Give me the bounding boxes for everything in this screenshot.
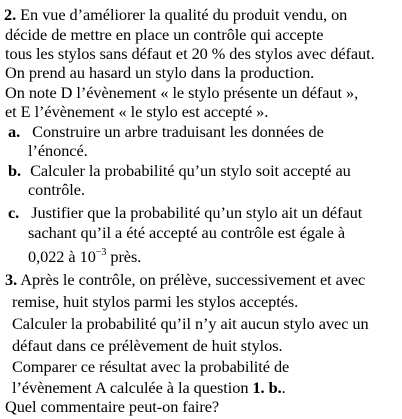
intro-line-5: On note D l’évènement « le stylo présente un défaut », — [5, 83, 359, 102]
question-b — [8, 161, 351, 180]
question-3-line-6-text: l’évènement A calculée à la question — [12, 378, 253, 397]
question-c-letter: c. — [8, 203, 20, 222]
question-c-value-prefix: 0,022 à 10 — [28, 247, 96, 266]
exercise-number: 2. — [4, 5, 17, 24]
question-3 — [5, 270, 365, 289]
question-c — [8, 203, 362, 222]
intro-line-2: décide de mettre en place un contrôle qui accepte — [5, 25, 324, 44]
question-b-line-2: contrôle. — [28, 180, 85, 199]
question-a — [8, 122, 324, 141]
question-a-line-1: Construire un arbre traduisant les données de — [32, 122, 324, 141]
question-c-value-exponent: −3 — [95, 246, 107, 258]
question-a-line-2: l’énoncé. — [28, 141, 88, 160]
question-3-line-5: Comparer ce résultat avec la probabilité de — [12, 357, 290, 376]
question-c-value — [28, 247, 141, 266]
question-b-letter: b. — [8, 161, 22, 180]
question-3-line-1: Après le contrôle, on prélève, successivement et avec — [20, 270, 366, 289]
question-3-line-6 — [12, 378, 286, 397]
question-c-line-2: sachant qu’il a été accepté au contrôle est égale à — [28, 223, 346, 242]
intro-line-3: tous les stylos sans défaut et 20 % des stylos avec défaut. — [5, 44, 375, 63]
question-reference-suffix: . — [281, 378, 286, 397]
question-c-line-1: Justifier que la probabilité qu’un stylo ait un défaut — [31, 203, 363, 222]
question-c-value-suffix: près. — [106, 247, 142, 266]
intro-line-1: En vue d’améliorer la qualité du produit vendu, on — [20, 5, 348, 24]
intro-line-4: On prend au hasard un stylo dans la production. — [5, 63, 315, 82]
question-b-line-1: Calculer la probabilité qu’un stylo soit accepté au — [30, 161, 351, 180]
question-3-line-3: Calculer la probabilité qu’il n’y ait aucun stylo avec un — [12, 314, 369, 333]
intro-line-6: et E l’évènement « le stylo est accepté ». — [5, 102, 269, 121]
question-reference: 1. b. — [252, 378, 282, 397]
question-3-line-2: remise, huit stylos parmi les stylos acceptés. — [12, 292, 299, 311]
question-3-number: 3. — [5, 270, 18, 289]
question-3-line-4: défaut dans ce prélèvement de huit stylos. — [12, 336, 283, 355]
question-a-letter: a. — [8, 122, 21, 141]
question-3-last-line: Quel commentaire peut-on faire? — [5, 397, 220, 416]
exercise-line-1 — [4, 5, 347, 24]
